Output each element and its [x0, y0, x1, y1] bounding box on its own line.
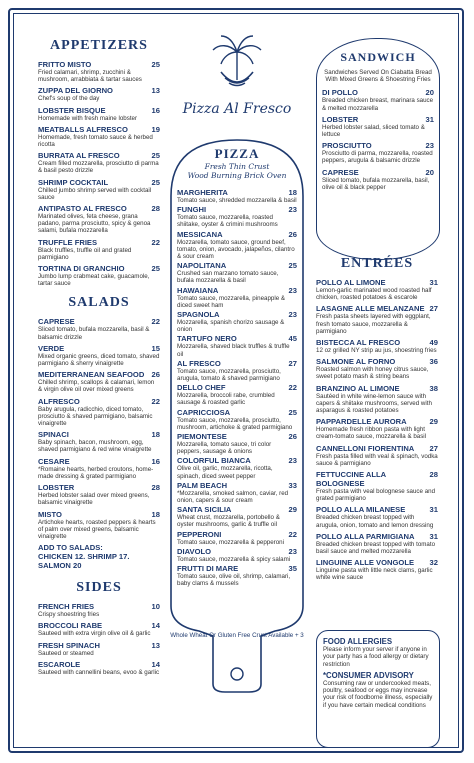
menu-item-name: FRITTO MISTO: [38, 60, 92, 69]
menu-item-heading: [38, 430, 160, 439]
menu-item-description: Mozzarella, shaved black truffles & truffle oil: [177, 343, 290, 358]
allergies-text: Please inform your server if anyone in your party has a food allergy or dietary restriction: [323, 646, 429, 668]
menu-item-description: Jumbo lump crabmeat cake, guacamole, tartar sauce: [38, 273, 150, 288]
menu-item-price: 26: [288, 432, 297, 442]
menu-item-heading: [316, 357, 438, 366]
menu-item-name: COLORFUL BIANCA: [177, 456, 251, 466]
salad-addons: [38, 543, 160, 570]
menu-item: [316, 444, 438, 467]
menu-item-heading: [38, 264, 160, 273]
menu-item-description: Black truffles, truffle oil and grated parmigiano: [38, 246, 132, 261]
menu-item-price: 31: [429, 531, 438, 541]
menu-item-name: BRANZINO AL LIMONE: [316, 383, 400, 393]
menu-item-price: 33: [288, 480, 297, 490]
menu-item-heading: [177, 564, 297, 573]
menu-item-price: 20: [425, 88, 434, 98]
menu-item: [316, 304, 438, 335]
menu-item: [322, 88, 434, 111]
menu-item-price: 22: [288, 383, 297, 393]
menu-item-name: LINGUINE ALLE VONGOLE: [316, 558, 415, 568]
menu-item-heading: [316, 304, 438, 313]
menu-item-heading: [177, 505, 297, 514]
menu-item-heading: [316, 338, 438, 347]
menu-item: [38, 457, 160, 480]
menu-item-description: Linguine pasta with little neck clams, garlic white wine sauce: [316, 567, 433, 582]
menu-item-price: 16: [151, 456, 160, 466]
menu-item-description: Mozzarella, spanish chorizo sausage & onion: [177, 319, 285, 334]
menu-item-description: Roasted salmon with honey citrus sauce, sweet potato mash & string beans: [316, 366, 429, 381]
menu-item-price: 28: [151, 204, 160, 214]
menu-item: [322, 168, 434, 191]
menu-item-price: 28: [429, 470, 438, 480]
menu-item: [177, 481, 297, 504]
menu-item-name: ZUPPA DEL GIORNO: [38, 86, 113, 96]
menu-item-price: 27: [288, 358, 297, 368]
menu-item-heading: [38, 641, 160, 650]
entrees-title: ENTRÉES: [340, 256, 414, 271]
menu-item-name: BISTECCA AL FRESCO: [316, 338, 401, 348]
menu-item-price: 49: [429, 338, 438, 348]
menu-item: [177, 383, 297, 406]
menu-item-description: Herbed lobster salad over mixed greens, balsamic vinaigrette: [38, 492, 150, 507]
menu-item-name: MESSICANA: [177, 229, 223, 239]
menu-item-name: CESARE: [38, 456, 70, 466]
menu-item: [38, 397, 160, 428]
menu-item: [38, 204, 160, 235]
menu-item-name: POLLO ALLA PARMIGIANA: [316, 531, 415, 541]
sides-list: [38, 602, 160, 676]
restaurant-name: Pizza Al Fresco: [182, 101, 292, 117]
menu-item-name: HAWAIANA: [177, 285, 219, 295]
appetizers-title: APPETIZERS: [50, 38, 148, 53]
menu-item-description: Wheat crust, mozzarella, portobello & oyster mushrooms, garlic & truffle oil: [177, 514, 280, 529]
menu-item-description: Breaded chicken breast, marinara sauce & melted mozzarella: [322, 97, 434, 112]
menu-item-name: CAPRESE: [322, 167, 359, 177]
menu-item-price: 13: [151, 640, 160, 650]
menu-item-description: Fresh pasta with veal bolognese sauce and grated parmigiano: [316, 488, 436, 503]
menu-item-price: 32: [429, 558, 438, 568]
menu-item-price: 35: [288, 564, 297, 574]
menu-item-description: Tomato sauce, mozzarella, prosciutto, mushroom, artichoke & grated parmigiano: [177, 416, 293, 431]
sandwich-subtitle: Sandwiches Served On Ciabatta Bread With Mixed Greens & Shoestring Fries: [324, 69, 432, 84]
menu-item-heading: [177, 481, 297, 490]
menu-item-price: 25: [151, 60, 160, 69]
menu-item-description: Homemade, fresh tomato sauce & herbed ricotta: [38, 133, 153, 149]
menu-item-name: TORTINA DI GRANCHIO: [38, 264, 125, 274]
menu-item: [177, 261, 297, 284]
pizza-subtitle-1: Fresh Thin Crust: [204, 162, 270, 171]
menu-item-name: TARTUFO NERO: [177, 334, 237, 344]
menu-item-name: VERDE: [38, 343, 65, 353]
menu-item-name: LOBSTER BISQUE: [38, 105, 106, 115]
menu-item-price: 18: [151, 430, 160, 440]
menu-item-description: Chilled shrimp, scallops & calamari, lemon & virgin olive oil over mixed greens: [38, 379, 155, 394]
menu-item-heading: [38, 660, 160, 669]
advisory-text: Consuming raw or undercooked meats, poultry, seafood or eggs may increase your risk of foodborne illness, especially if you have certain medical conditions: [323, 679, 433, 709]
menu-item: [177, 432, 297, 455]
menu-item-description: Mixed organic greens, diced tomato, shaved parmigiano & sherry vinaigrette: [38, 352, 160, 368]
menu-item-description: Mozzarella, tomato sauce, ground beef, tomato, onion, avocado, jalapeños, cilantro & sour cream: [177, 238, 295, 261]
menu-item-price: 23: [288, 285, 297, 295]
menu-item-price: 22: [151, 317, 160, 327]
menu-item: [38, 510, 160, 541]
menu-item-heading: [316, 558, 438, 567]
menu-item-name: CAPRESE: [38, 317, 75, 327]
menu-item-name: NAPOLITANA: [177, 261, 227, 271]
menu-item-price: 22: [151, 396, 160, 406]
menu-item-heading: [322, 88, 434, 97]
menu-item: [177, 286, 297, 309]
menu-item: [38, 370, 160, 393]
menu-item-name: FETTUCCINE ALLA BOLOGNESE: [316, 470, 386, 489]
menu-item-heading: [38, 151, 160, 160]
menu-item: [38, 125, 160, 148]
menu-item-description: Prosciutto di parma, mozzarella, roasted peppers, arugula & balsamic drizzle: [322, 150, 433, 165]
menu-item-name: ANTIPASTO AL FRESCO: [38, 204, 127, 214]
menu-item-description: Mozzarella, tomato sauce, tri color peppers, sausage & onions: [177, 441, 272, 456]
entrees-section: [316, 256, 438, 585]
menu-item-description: Sauteed or steamed: [38, 649, 94, 657]
menu-item-name: ESCAROLE: [38, 659, 81, 669]
menu-item-description: 12 oz grilled NY strip au jus, shoestring fries: [316, 347, 437, 355]
menu-item-price: 25: [288, 407, 297, 417]
menu-item-description: Sauteed with cannellini beans, evoo & garlic: [38, 668, 160, 676]
menu-item-heading: [177, 205, 297, 214]
menu-item: [177, 564, 297, 587]
menu-item-heading: [38, 397, 160, 406]
menu-item-heading: [38, 457, 160, 466]
menu-item-price: 31: [429, 505, 438, 515]
menu-item-price: 29: [288, 505, 297, 515]
menu-item-price: 22: [151, 237, 160, 247]
menu-item-heading: [38, 106, 160, 115]
menu-item-heading: [38, 344, 160, 353]
menu-item-name: FRESH SPINACH: [38, 640, 101, 650]
menu-item: [38, 238, 160, 261]
menu-item-name: ALFRESCO: [38, 396, 80, 406]
menu-item-description: Olive oil, garlic, mozzarella, ricotta, spinach, diced sweet pepper: [177, 465, 273, 480]
menu-item-price: 45: [288, 334, 297, 344]
menu-item: [316, 357, 438, 380]
menu-item-description: Homemade with fresh maine lobster: [38, 114, 138, 122]
menu-item-price: 25: [151, 151, 160, 161]
menu-item-description: Mozzarella, broccoli rabe, crumbled sausage & roasted garlic: [177, 392, 275, 407]
menu-item: [177, 310, 297, 333]
pizza-header: [165, 146, 309, 180]
menu-item-price: 38: [429, 383, 438, 393]
menu-item: [38, 106, 160, 122]
menu-item: [316, 278, 438, 301]
menu-item-price: 28: [151, 483, 160, 493]
menu-item-name: SPINACI: [38, 430, 69, 440]
menu-item-heading: [38, 178, 160, 187]
menu-item-price: 14: [151, 621, 160, 631]
menu-item-name: MISTO: [38, 509, 62, 519]
menu-item-heading: [322, 115, 434, 124]
menu-item-heading: [177, 334, 297, 343]
menu-item-name: FUNGHI: [177, 205, 207, 215]
menu-item-description: Crushed san marzano tomato sauce, bufala mozzarella & basil: [177, 270, 279, 285]
menu-item-price: 15: [151, 343, 160, 353]
menu-item-price: 16: [151, 105, 160, 115]
menu-item-heading: [177, 188, 297, 197]
menu-item-heading: [177, 286, 297, 295]
menu-item-price: 14: [151, 659, 160, 669]
menu-item-price: 13: [151, 86, 160, 96]
sandwich-title: SANDWICH: [340, 50, 416, 64]
menu-item-name: POLLO AL LIMONE: [316, 278, 386, 287]
menu-item-heading: [38, 510, 160, 519]
sandwich-list: [322, 88, 434, 191]
menu-item-description: Tomato sauce, mozzarella, prosciutto, arugula, tomato & shaved parmigiano: [177, 367, 281, 383]
menu-item-name: MEDITERRANEAN SEAFOOD: [38, 370, 145, 380]
menu-item-heading: [38, 204, 160, 213]
menu-item-description: Tomato sauce, mozzarella, roasted shiitake, oyster & crimini mushrooms: [177, 214, 278, 229]
menu-item-description: Baby arugula, radicchio, diced tomato, prosciutto & shaved parmigiano, balsamic vinaigrette: [38, 405, 153, 428]
menu-item-name: FRUTTI DI MARE: [177, 564, 239, 574]
menu-item: [177, 530, 297, 546]
menu-item: [316, 417, 438, 440]
menu-item-name: CANNELLONI FIORENTINA: [316, 443, 415, 453]
menu-item: [177, 456, 297, 479]
menu-item: [177, 547, 297, 563]
menu-item: [38, 641, 160, 657]
menu-item-heading: [38, 60, 160, 69]
menu-item-price: 36: [429, 357, 438, 367]
menu-item: [177, 334, 297, 357]
menu-item: [38, 264, 160, 287]
menu-item-heading: [316, 470, 438, 488]
menu-item: [177, 188, 297, 204]
pizza-list: [177, 188, 297, 589]
menu-item-price: 29: [429, 417, 438, 427]
menu-item: [316, 558, 438, 581]
pizza-title: PIZZA: [214, 146, 260, 161]
menu-item-price: 23: [288, 310, 297, 320]
menu-item: [38, 317, 160, 340]
menu-item-heading: [177, 547, 297, 556]
menu-item-description: Fresh pasta sheets layered with eggplant, fresh tomato sauce, mozzarella & parmigiano: [316, 313, 431, 335]
menu-item-description: Baby spinach, bacon, mushroom, egg, shaved parmigiano & red wine vinaigrette: [38, 439, 152, 454]
salads-title: SALADS: [68, 295, 130, 311]
allergies-title: FOOD ALLERGIES: [323, 637, 393, 646]
menu-item-price: 22: [288, 529, 297, 539]
menu-item-price: 23: [288, 205, 297, 215]
menu-item: [38, 178, 160, 201]
menu-item: [177, 408, 297, 431]
menu-item: [38, 621, 160, 637]
menu-item-heading: [316, 532, 438, 541]
menu-item-heading: [38, 86, 160, 95]
menu-item-price: 26: [288, 229, 297, 239]
menu-item-heading: [38, 125, 160, 134]
menu-item: [177, 505, 297, 528]
menu-item-heading: [316, 444, 438, 453]
menu-item-heading: [177, 310, 297, 319]
menu-item-heading: [177, 432, 297, 441]
menu-item-name: PAPPARDELLE AURORA: [316, 417, 407, 427]
menu-item-price: 10: [151, 602, 160, 612]
menu-item-price: 23: [288, 456, 297, 466]
menu-item-heading: [38, 483, 160, 492]
palm-tree-icon: [207, 30, 267, 94]
menu-item-heading: [177, 456, 297, 465]
menu-item-name: LOBSTER: [38, 483, 75, 493]
menu-item-name: DI POLLO: [322, 88, 358, 98]
menu-item-heading: [177, 230, 297, 239]
menu-item-name: DELLO CHEF: [177, 383, 226, 393]
menu-item-price: 23: [425, 141, 434, 151]
menu-item-price: 19: [151, 124, 160, 134]
menu-item-price: 25: [288, 261, 297, 271]
sandwich-section: [322, 50, 434, 194]
menu-item: [316, 505, 438, 528]
menu-item-description: Lemon-garlic marinated wood roasted half chicken, roasted potatoes & escarole: [316, 287, 432, 302]
menu-item-heading: [177, 408, 297, 417]
menu-item-description: Tomato sauce, mozzarella & pepperoni: [177, 538, 284, 546]
menu-item: [322, 141, 434, 164]
menu-item-name: MEATBALLS ALFRESCO: [38, 124, 128, 134]
menu-item: [316, 338, 438, 354]
menu-item-description: *Romaine hearts, herbed croutons, home-made dressing & grated parmigiano: [38, 465, 154, 480]
menu-item-name: FRENCH FRIES: [38, 602, 95, 612]
menu-item: [38, 430, 160, 453]
menu-item: [38, 151, 160, 174]
menu-item-name: DIAVOLO: [177, 546, 212, 556]
menu-item-name: POLLO ALLA MILANESE: [316, 505, 406, 515]
menu-item-name: LASAGNE ALLE MELANZANE: [316, 304, 425, 314]
menu-item-heading: [177, 383, 297, 392]
menu-item: [322, 115, 434, 138]
menu-item-heading: [316, 384, 438, 393]
menu-item-description: Fried calamari, shrimp, zucchini & mushroom, arrabbiata & tartar sauces: [38, 69, 142, 84]
salads-list: [38, 317, 160, 540]
menu-item-name: SPAGNOLA: [177, 310, 220, 320]
menu-item-description: Homemade fresh ribbon pasta with light cream-tomato sauce, mozzarella & basil: [316, 426, 427, 441]
menu-item-description: Crispy shoestring fries: [38, 611, 100, 619]
menu-item-description: Tomato sauce, mozzarella & spicy salami: [177, 555, 291, 563]
menu-item-price: 26: [151, 370, 160, 380]
menu-item-name: BROCCOLI RABE: [38, 621, 103, 631]
menu-item-name: PALM BEACH: [177, 480, 228, 490]
pizza-subtitle-2: Wood Burning Brick Oven: [187, 171, 287, 180]
menu-item-name: TRUFFLE FRIES: [38, 237, 98, 247]
menu-item: [38, 483, 160, 506]
menu-item: [177, 359, 297, 382]
menu-item-price: 27: [429, 443, 438, 453]
menu-item-description: Tomato sauce, shredded mozzarella & basil: [177, 197, 297, 204]
menu-item-description: Breaded chicken breast topped with tomato basil sauce and melted mozzarella: [316, 540, 436, 556]
menu-item-price: 25: [151, 264, 160, 274]
menu-item-heading: [316, 278, 438, 287]
menu-item-heading: [316, 417, 438, 426]
menu-item-description: Artichoke hearts, roasted peppers & hearts of palm over mixed greens, balsamic vinaigrette: [38, 518, 156, 540]
menu-item-price: 27: [429, 304, 438, 314]
menu-item-name: LOBSTER: [322, 114, 359, 124]
menu-item: [38, 60, 160, 83]
menu-item: [177, 230, 297, 261]
menu-item-name: PEPPERONI: [177, 529, 222, 539]
menu-item-heading: [316, 505, 438, 514]
menu-item-price: 18: [288, 188, 297, 197]
menu-item-heading: [177, 261, 297, 270]
menu-item-heading: [322, 168, 434, 177]
menu-item: [38, 86, 160, 102]
menu-item-price: 23: [288, 546, 297, 556]
menu-item-description: Sauteed with extra virgin olive oil & garlic: [38, 630, 151, 638]
menu-item-name: SALMONE AL FORNO: [316, 357, 396, 367]
menu-item-description: Marinated olives, feta cheese, grana padano, parma prosciutto, spicy & genoa salami, bufala mozzarella: [38, 213, 151, 235]
menu-item-name: AL FRESCO: [177, 358, 221, 368]
salad-addons-prices: CHICKEN 12. SHRIMP 17. SALMON 20: [38, 552, 130, 571]
menu-item-name: PROSCIUTTO: [322, 141, 372, 151]
menu-item-description: *Mozzarella, smoked salmon, caviar, red onion, capers & sour cream: [177, 489, 289, 505]
menu-item-description: Chef's soup of the day: [38, 95, 100, 103]
menu-item-price: 31: [425, 114, 434, 124]
salad-addons-label: ADD TO SALADS:: [38, 543, 103, 553]
menu-item: [316, 532, 438, 555]
menu-item: [38, 660, 160, 676]
menu-item-description: Sautéed in white wine-lemon sauce with capers & shiitake mushrooms, served with asparagus & roasted potatoes: [316, 392, 432, 415]
left-column: [38, 38, 160, 679]
menu-item-description: Tomato sauce, mozzarella, pineapple & diced sweet ham: [177, 294, 285, 309]
pizza-crust-note: Whole Wheat Or Gluten Free Crust Available + 3: [170, 632, 304, 639]
menu-item-heading: [38, 317, 160, 326]
notices-box: [316, 630, 440, 748]
logo: [165, 30, 309, 117]
menu-item-price: 20: [425, 167, 434, 177]
menu-item: [316, 384, 438, 415]
menu-item-heading: [322, 141, 434, 150]
menu-item-name: CAPRICCIOSA: [177, 407, 231, 417]
menu-item-price: 25: [151, 177, 160, 187]
menu-item-description: Cream filled mozzarella, prosciutto di parma & basil pesto drizzle: [38, 160, 159, 175]
menu-item-price: 18: [151, 509, 160, 519]
menu-item: [316, 470, 438, 502]
menu-item-name: SANTA SICILIA: [177, 505, 232, 515]
menu-item-description: Breaded chicken breast topped with arugula, onion, tomato and lemon dressing: [316, 514, 434, 529]
menu-item-name: PIEMONTESE: [177, 432, 227, 442]
menu-item-heading: [38, 621, 160, 630]
menu-item-description: Chilled jumbo shrimp served with cocktail sauce: [38, 186, 152, 201]
entrees-list: [316, 278, 438, 582]
menu-item-heading: [38, 602, 160, 611]
menu-item-heading: [38, 370, 160, 379]
menu-item: [38, 602, 160, 618]
menu-item-heading: [177, 530, 297, 539]
menu-item-name: MARGHERITA: [177, 188, 228, 197]
menu-item-description: Herbed lobster salad, sliced tomato & lettuce: [322, 123, 425, 139]
menu-item-description: Tomato sauce, olive oil, shrimp, calamari, baby clams & mussels: [177, 573, 291, 588]
advisory-title: *CONSUMER ADVISORY: [323, 670, 414, 680]
appetizers-list: [38, 60, 160, 287]
menu-item-description: Fresh pasta filled with veal & spinach, vodka sauce & parmigiano: [316, 452, 438, 467]
menu-item-heading: [38, 238, 160, 247]
menu-item-description: Sliced tomato, bufala mozzarella, basil, olive oil & black pepper: [322, 176, 430, 191]
menu-item-name: SHRIMP COCKTAIL: [38, 177, 109, 187]
menu-item-price: 31: [429, 278, 438, 287]
menu-item-name: BURRATA AL FRESCO: [38, 151, 120, 161]
menu-item: [38, 344, 160, 367]
menu-item-description: Sliced tomato, bufala mozzarella, basil & balsamic drizzle: [38, 326, 150, 341]
menu-item-heading: [177, 359, 297, 368]
sides-title: SIDES: [76, 580, 122, 596]
menu-item: [177, 205, 297, 228]
